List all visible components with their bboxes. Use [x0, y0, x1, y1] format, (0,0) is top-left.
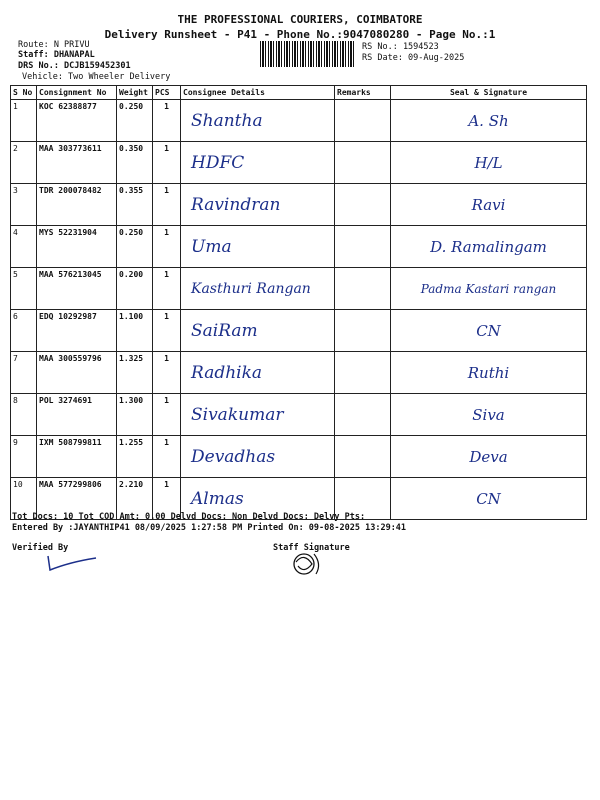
cell-pcs: 1	[153, 226, 181, 268]
col-signature: Seal & Signature	[391, 86, 587, 100]
cell-signature: Padma Kastari rangan	[391, 268, 587, 310]
cell-consignee: Shantha	[181, 100, 335, 142]
cell-consignee: Uma	[181, 226, 335, 268]
cell-remarks	[335, 268, 391, 310]
cell-pcs: 1	[153, 436, 181, 478]
cell-sno: 9	[11, 436, 37, 478]
cell-remarks	[335, 436, 391, 478]
cell-consignment: TDR 200078482	[37, 184, 117, 226]
cell-consignee: HDFC	[181, 142, 335, 184]
cell-weight: 2.210	[117, 478, 153, 520]
cell-sno: 10	[11, 478, 37, 520]
cell-signature: Ravi	[391, 184, 587, 226]
cell-sno: 8	[11, 394, 37, 436]
table-row	[11, 226, 587, 268]
cell-consignee: Sivakumar	[181, 394, 335, 436]
cell-weight: 0.200	[117, 268, 153, 310]
table-row	[11, 100, 587, 142]
cell-sno: 7	[11, 352, 37, 394]
cell-remarks	[335, 100, 391, 142]
cell-signature: H/L	[391, 142, 587, 184]
vehicle-label: Vehicle: Two Wheeler Delivery	[22, 72, 171, 82]
cell-pcs: 1	[153, 268, 181, 310]
cell-signature: Ruthi	[391, 352, 587, 394]
cell-consignment: MYS 52231904	[37, 226, 117, 268]
cell-sno: 4	[11, 226, 37, 268]
cell-remarks	[335, 352, 391, 394]
cell-pcs: 1	[153, 478, 181, 520]
cell-signature: CN	[391, 478, 587, 520]
cell-weight: 1.325	[117, 352, 153, 394]
table-row	[11, 436, 587, 478]
cell-consignee: Almas	[181, 478, 335, 520]
cell-remarks	[335, 184, 391, 226]
barcode	[260, 41, 356, 67]
cell-consignment: IXM 508799811	[37, 436, 117, 478]
verified-by-label: Verified By	[12, 543, 69, 553]
table-row	[11, 394, 587, 436]
entered-by-line: Entered By :JAYANTHIP41 08/09/2025 1:27:58 PM Printed On: 09-08-2025 13:29:41	[12, 523, 407, 533]
cell-consignment: MAA 300559796	[37, 352, 117, 394]
cell-remarks	[335, 310, 391, 352]
cell-pcs: 1	[153, 100, 181, 142]
cell-weight: 0.355	[117, 184, 153, 226]
col-remarks: Remarks	[335, 86, 391, 100]
cell-consignment: EDQ 10292987	[37, 310, 117, 352]
cell-weight: 1.300	[117, 394, 153, 436]
staff-label: Staff: DHANAPAL	[18, 50, 95, 60]
cell-consignee: Radhika	[181, 352, 335, 394]
company-name: THE PROFESSIONAL COURIERS, COIMBATORE	[177, 13, 423, 26]
cell-consignee: Kasthuri Rangan	[181, 268, 335, 310]
cell-consignee: Devadhas	[181, 436, 335, 478]
staff-seal-mark	[290, 548, 326, 580]
staff-signature-label: Staff Signature	[273, 543, 350, 553]
cell-pcs: 1	[153, 142, 181, 184]
cell-pcs: 1	[153, 184, 181, 226]
cell-signature: Deva	[391, 436, 587, 478]
cell-signature: A. Sh	[391, 100, 587, 142]
cell-signature: D. Ramalingam	[391, 226, 587, 268]
col-weight: Weight	[117, 86, 153, 100]
rs-number: RS No.: 1594523	[362, 42, 439, 52]
cell-pcs: 1	[153, 394, 181, 436]
col-sno: S No	[11, 86, 37, 100]
totals-line: Tot Docs: 10 Tot COD Amt: 0.00 Delvd Docs: Non Delvd Docs: Delvy Pts:	[12, 512, 366, 522]
table-row	[11, 310, 587, 352]
table-row	[11, 142, 587, 184]
table-header-row	[11, 86, 587, 100]
cell-sno: 6	[11, 310, 37, 352]
drs-number: DRS No.: DCJB159452301	[18, 61, 131, 71]
route-label: Route: N PRIVU	[18, 40, 90, 50]
cell-remarks	[335, 226, 391, 268]
cell-weight: 0.250	[117, 226, 153, 268]
cell-consignee: SaiRam	[181, 310, 335, 352]
cell-consignment: KOC 62388877	[37, 100, 117, 142]
cell-consignment: MAA 577299806	[37, 478, 117, 520]
cell-remarks	[335, 142, 391, 184]
verified-signature-mark	[40, 552, 100, 574]
runsheet-table	[10, 85, 587, 520]
cell-consignment: MAA 576213045	[37, 268, 117, 310]
cell-weight: 0.350	[117, 142, 153, 184]
runsheet-subtitle: Delivery Runsheet - P41 - Phone No.:9047080280 - Page No.:1	[104, 28, 496, 41]
cell-pcs: 1	[153, 310, 181, 352]
cell-consignee: Ravindran	[181, 184, 335, 226]
cell-weight: 1.255	[117, 436, 153, 478]
rs-date: RS Date: 09-Aug-2025	[362, 53, 465, 63]
cell-consignment: POL 3274691	[37, 394, 117, 436]
col-consignee: Consignee Details	[181, 86, 335, 100]
cell-sno: 1	[11, 100, 37, 142]
cell-remarks	[335, 394, 391, 436]
cell-sno: 5	[11, 268, 37, 310]
cell-weight: 0.250	[117, 100, 153, 142]
cell-weight: 1.100	[117, 310, 153, 352]
table-row	[11, 352, 587, 394]
table-row	[11, 268, 587, 310]
cell-sno: 3	[11, 184, 37, 226]
cell-signature: Siva	[391, 394, 587, 436]
cell-sno: 2	[11, 142, 37, 184]
cell-pcs: 1	[153, 352, 181, 394]
table-row	[11, 184, 587, 226]
col-consignment: Consignment No	[37, 86, 117, 100]
cell-signature: CN	[391, 310, 587, 352]
cell-consignment: MAA 303773611	[37, 142, 117, 184]
col-pcs: PCS	[153, 86, 181, 100]
